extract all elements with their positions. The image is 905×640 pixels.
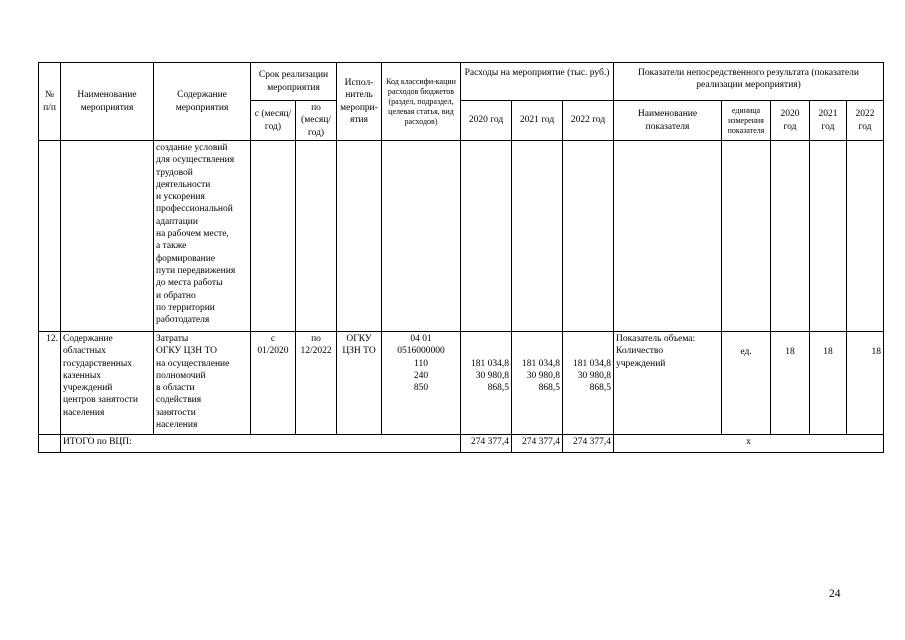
total-mark: х [614,435,884,453]
cell-empty [512,141,563,332]
cell-empty [771,141,810,332]
table-row [39,141,884,332]
cell-empty [722,141,771,332]
cell-indicator: Показатель объема: Количество учреждений [614,332,722,435]
cell-empty [614,141,722,332]
program-table [38,62,884,453]
header-row-1 [39,63,884,101]
header-ind-2022: 2022 год [847,101,884,141]
cell-exp-2020: 181 034,8 30 980,8 868,5 [461,332,512,435]
cell-content-continued: создание условий для осуществления трудовой деятельности и ускорения профессиональной адаптации на рабочем месте, а также формирование пути передвижения до места работы и обратно по территории работодателя [154,141,251,332]
total-label: ИТОГО по ВЦП: [61,435,461,453]
cell-ind-2021: 18 [810,332,847,435]
cell-unit: ед. [722,332,771,435]
header-exp-2022: 2022 год [563,101,614,141]
cell-event-name: Содержание областных государственных казенных учреждений центров занятости населения [61,332,154,435]
cell-empty [563,141,614,332]
header-expenses: Расходы на мероприятие (тыс. руб.) [461,63,614,101]
cell-budget-code: 04 01 0516000000 110 240 850 [382,332,461,435]
cell-empty [461,141,512,332]
total-exp-2021: 274 377,4 [512,435,563,453]
header-ind-2020: 2020 год [771,101,810,141]
cell-executor: ОГКУ ЦЗН ТО [337,332,382,435]
cell-empty [39,435,61,453]
total-row [39,435,884,453]
header-budget-code: Код классифи-кации расходов бюджетов (раздел, подраздел, целевая статья, вид расходов) [382,63,461,141]
header-indicators: Показатели непосредственного результата (показатели реализации мероприятия) [614,63,884,101]
cell-empty [337,141,382,332]
cell-content: Затраты ОГКУ ЦЗН ТО на осуществление полномочий в области содействия занятости населения [154,332,251,435]
cell-ind-2020: 18 [771,332,810,435]
cell-empty [39,141,61,332]
header-unit: единица измерения показателя [722,101,771,141]
header-exp-2020: 2020 год [461,101,512,141]
header-term: Срок реализации мероприятия [251,63,337,101]
cell-empty [810,141,847,332]
cell-empty [61,141,154,332]
header-ind-2021: 2021 год [810,101,847,141]
table-row [39,332,884,435]
cell-term-to: по 12/2022 [296,332,337,435]
header-content: Содержание мероприятия [154,63,251,141]
cell-empty [847,141,884,332]
total-exp-2020: 274 377,4 [461,435,512,453]
total-exp-2022: 274 377,4 [563,435,614,453]
header-term-to: по (месяц/ год) [296,101,337,141]
cell-empty [382,141,461,332]
cell-empty [251,141,296,332]
cell-num: 12. [39,332,61,435]
cell-exp-2022: 181 034,8 30 980,8 868,5 [563,332,614,435]
header-event-name: Наименование мероприятия [61,63,154,141]
header-indicator-name: Наименование показателя [614,101,722,141]
header-num: № п/п [39,63,61,141]
cell-exp-2021: 181 034,8 30 980,8 868,5 [512,332,563,435]
header-exp-2021: 2021 год [512,101,563,141]
header-term-from: с (месяц/ год) [251,101,296,141]
header-executor: Испол-нитель меропри-ятия [337,63,382,141]
cell-ind-2022: 18 [847,332,884,435]
cell-empty [296,141,337,332]
cell-term-from: с 01/2020 [251,332,296,435]
page-number: 24 [829,588,841,600]
